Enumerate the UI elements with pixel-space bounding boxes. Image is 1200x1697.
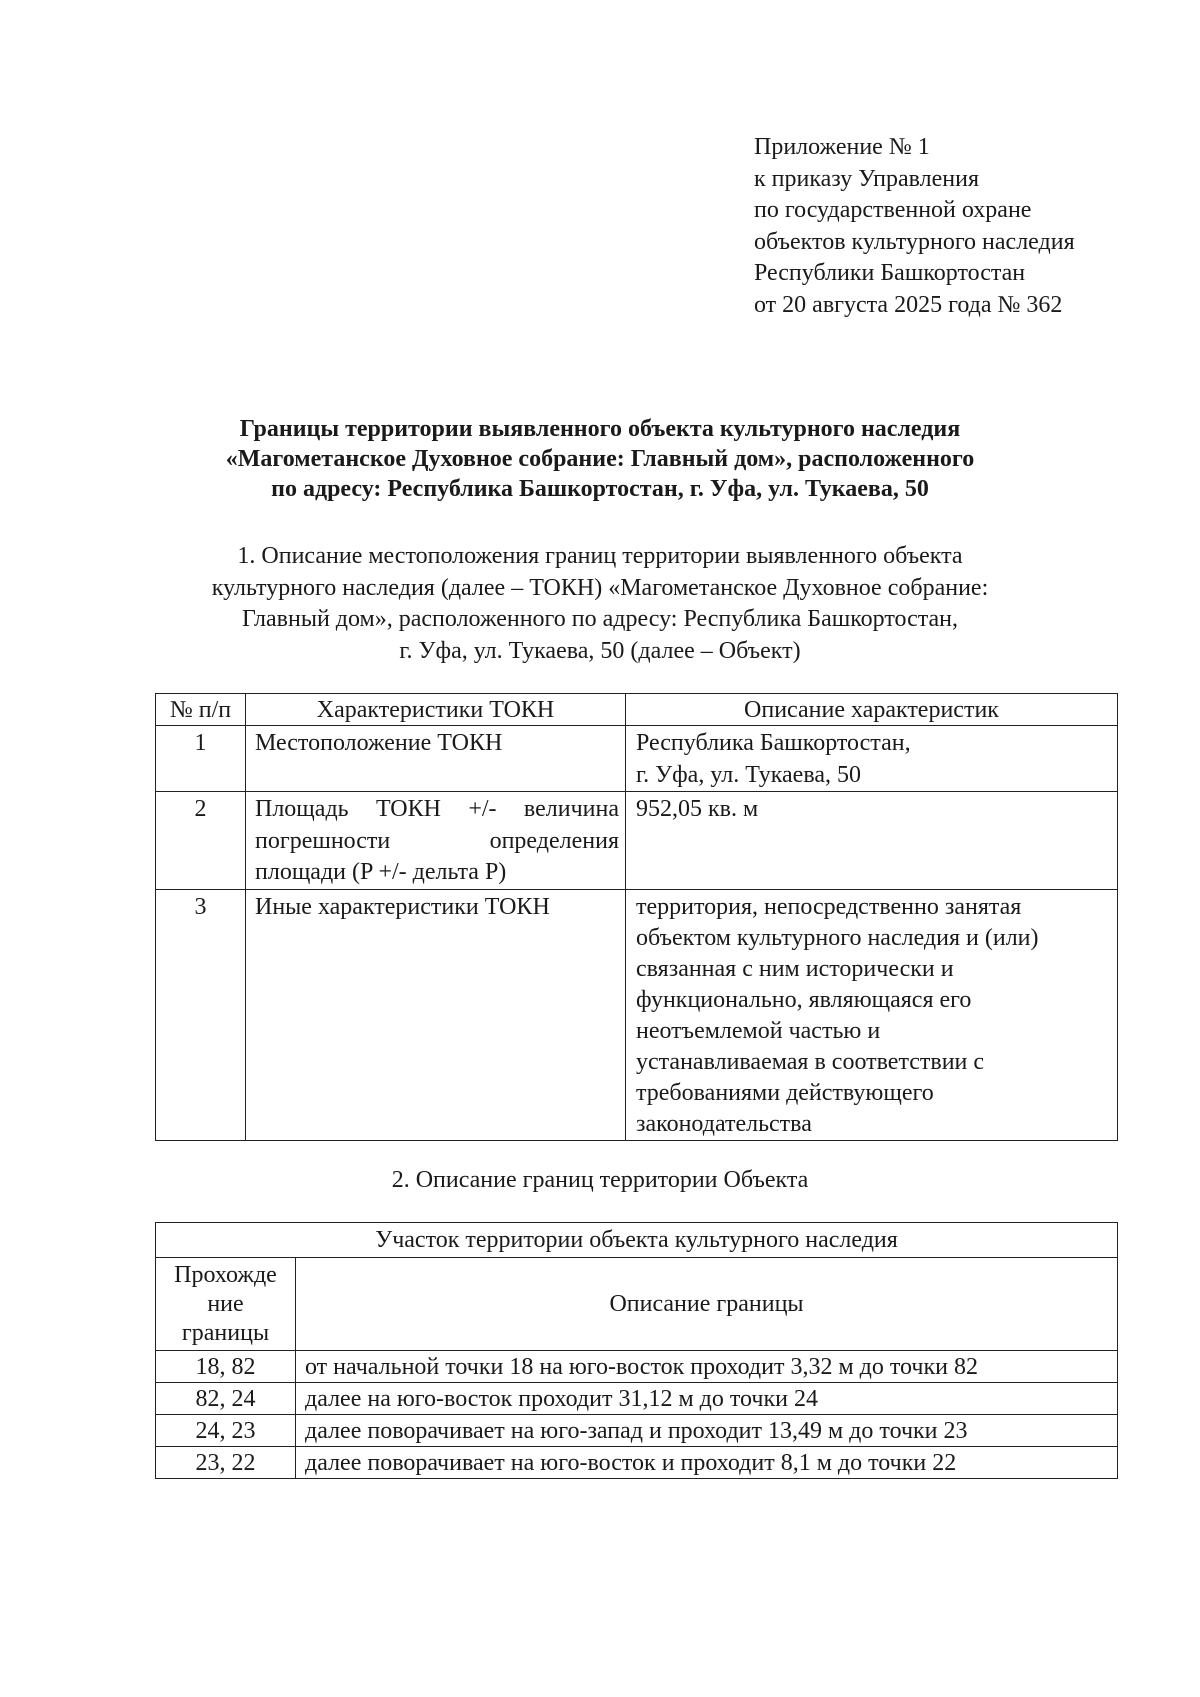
header-passage-line: границы: [181, 1319, 270, 1346]
row-segment: 24, 23: [156, 1415, 296, 1447]
description-line: функционально, являющаяся его: [636, 987, 972, 1013]
description-line: объектом культурного наследия и (или): [636, 925, 1039, 951]
table-row: [156, 890, 1118, 1141]
header-number: № п/п: [156, 694, 246, 726]
table-row: [156, 1383, 1118, 1415]
row-boundary-description: далее поворачивает на юго-восток и проходит 8,1 м до точки 22: [296, 1447, 1118, 1479]
section-2-heading: [150, 1165, 1050, 1197]
row-boundary-description: от начальной точки 18 на юго-восток проходит 3,32 м до точки 82: [296, 1351, 1118, 1383]
appendix-line: к приказу Управления: [754, 165, 980, 192]
characteristic-line: площади (P +/- дельта P): [255, 859, 507, 885]
section-1-line: Главный дом», расположенного по адресу: Республика Башкортостан,: [241, 606, 959, 632]
table-row: [156, 726, 1118, 792]
section-1-line: культурного наследия (далее – ТОКН) «Магометанское Духовное собрание:: [211, 574, 989, 601]
document-title: [150, 414, 1050, 504]
table-row: [156, 1351, 1118, 1383]
table-header-row: [156, 694, 1118, 726]
description-line: законодательства: [636, 1111, 812, 1137]
section-1-heading: [150, 541, 1050, 667]
characteristic-line: Площадь ТОКН +/- величина: [255, 796, 619, 822]
row-number: 1: [156, 726, 246, 792]
description-line: устанавливаемая в соответствии с: [636, 1049, 985, 1075]
header-passage-line: ние: [207, 1290, 244, 1317]
table-row: [156, 792, 1118, 890]
table-row: [156, 1415, 1118, 1447]
description-line: Республика Башкортостан,: [636, 730, 911, 756]
row-segment: 18, 82: [156, 1351, 296, 1383]
characteristics-table: [155, 693, 1118, 1141]
section-2-line: 2. Описание границ территории Объекта: [391, 1167, 809, 1193]
row-boundary-description: далее поворачивает на юго-запад и проходит 13,49 м до точки 23: [296, 1415, 1118, 1447]
table-row: [156, 1447, 1118, 1479]
description-line: требованиями действующего: [636, 1080, 934, 1106]
row-number: 3: [156, 890, 246, 1141]
header-passage: [156, 1258, 296, 1351]
appendix-line: объектов культурного наследия: [754, 228, 1075, 255]
row-boundary-description: далее на юго-восток проходит 31,12 м до точки 24: [296, 1383, 1118, 1415]
section-1-line: 1. Описание местоположения границ территории выявленного объекта: [237, 543, 963, 569]
table-caption-row: [156, 1223, 1118, 1258]
row-description: [626, 890, 1118, 1141]
description-line: связанная с ним исторически и: [636, 956, 954, 982]
description-line: г. Уфа, ул. Тукаева, 50: [636, 761, 861, 788]
appendix-line: по государственной охране: [754, 197, 1032, 223]
description-line: 952,05 кв. м: [636, 796, 759, 822]
row-characteristic: [246, 792, 626, 890]
appendix-line: от 20 августа 2025 года № 362: [754, 291, 1063, 318]
boundary-table: [155, 1222, 1118, 1479]
row-description: [626, 726, 1118, 792]
header-characteristic: Характеристики ТОКН: [246, 694, 626, 726]
appendix-header: [754, 132, 1075, 321]
header-description: Описание характеристик: [626, 694, 1118, 726]
header-boundary-description: Описание границы: [296, 1258, 1118, 1351]
header-passage-line: Прохожде: [174, 1261, 277, 1288]
appendix-line: Республики Башкортостан: [754, 260, 1026, 286]
row-segment: 82, 24: [156, 1383, 296, 1415]
description-line: территория, непосредственно занятая: [636, 894, 1022, 920]
table-caption: Участок территории объекта культурного наследия: [156, 1223, 1118, 1258]
table-header-row: [156, 1258, 1118, 1351]
row-description: [626, 792, 1118, 890]
title-line: Границы территории выявленного объекта культурного наследия: [239, 416, 961, 442]
characteristic-line: погрешности определения: [255, 827, 619, 854]
row-characteristic: Местоположение ТОКН: [246, 726, 626, 792]
appendix-line: Приложение № 1: [754, 134, 930, 160]
section-1-line: г. Уфа, ул. Тукаева, 50 (далее – Объект): [399, 637, 801, 664]
row-characteristic: Иные характеристики ТОКН: [246, 890, 626, 1141]
title-line: «Магометанское Духовное собрание: Главный дом», расположенного: [225, 446, 975, 472]
description-line: неотъемлемой частью и: [636, 1018, 881, 1044]
row-segment: 23, 22: [156, 1447, 296, 1479]
title-line: по адресу: Республика Башкортостан, г. Уфа, ул. Тукаева, 50: [271, 476, 929, 502]
row-number: 2: [156, 792, 246, 890]
